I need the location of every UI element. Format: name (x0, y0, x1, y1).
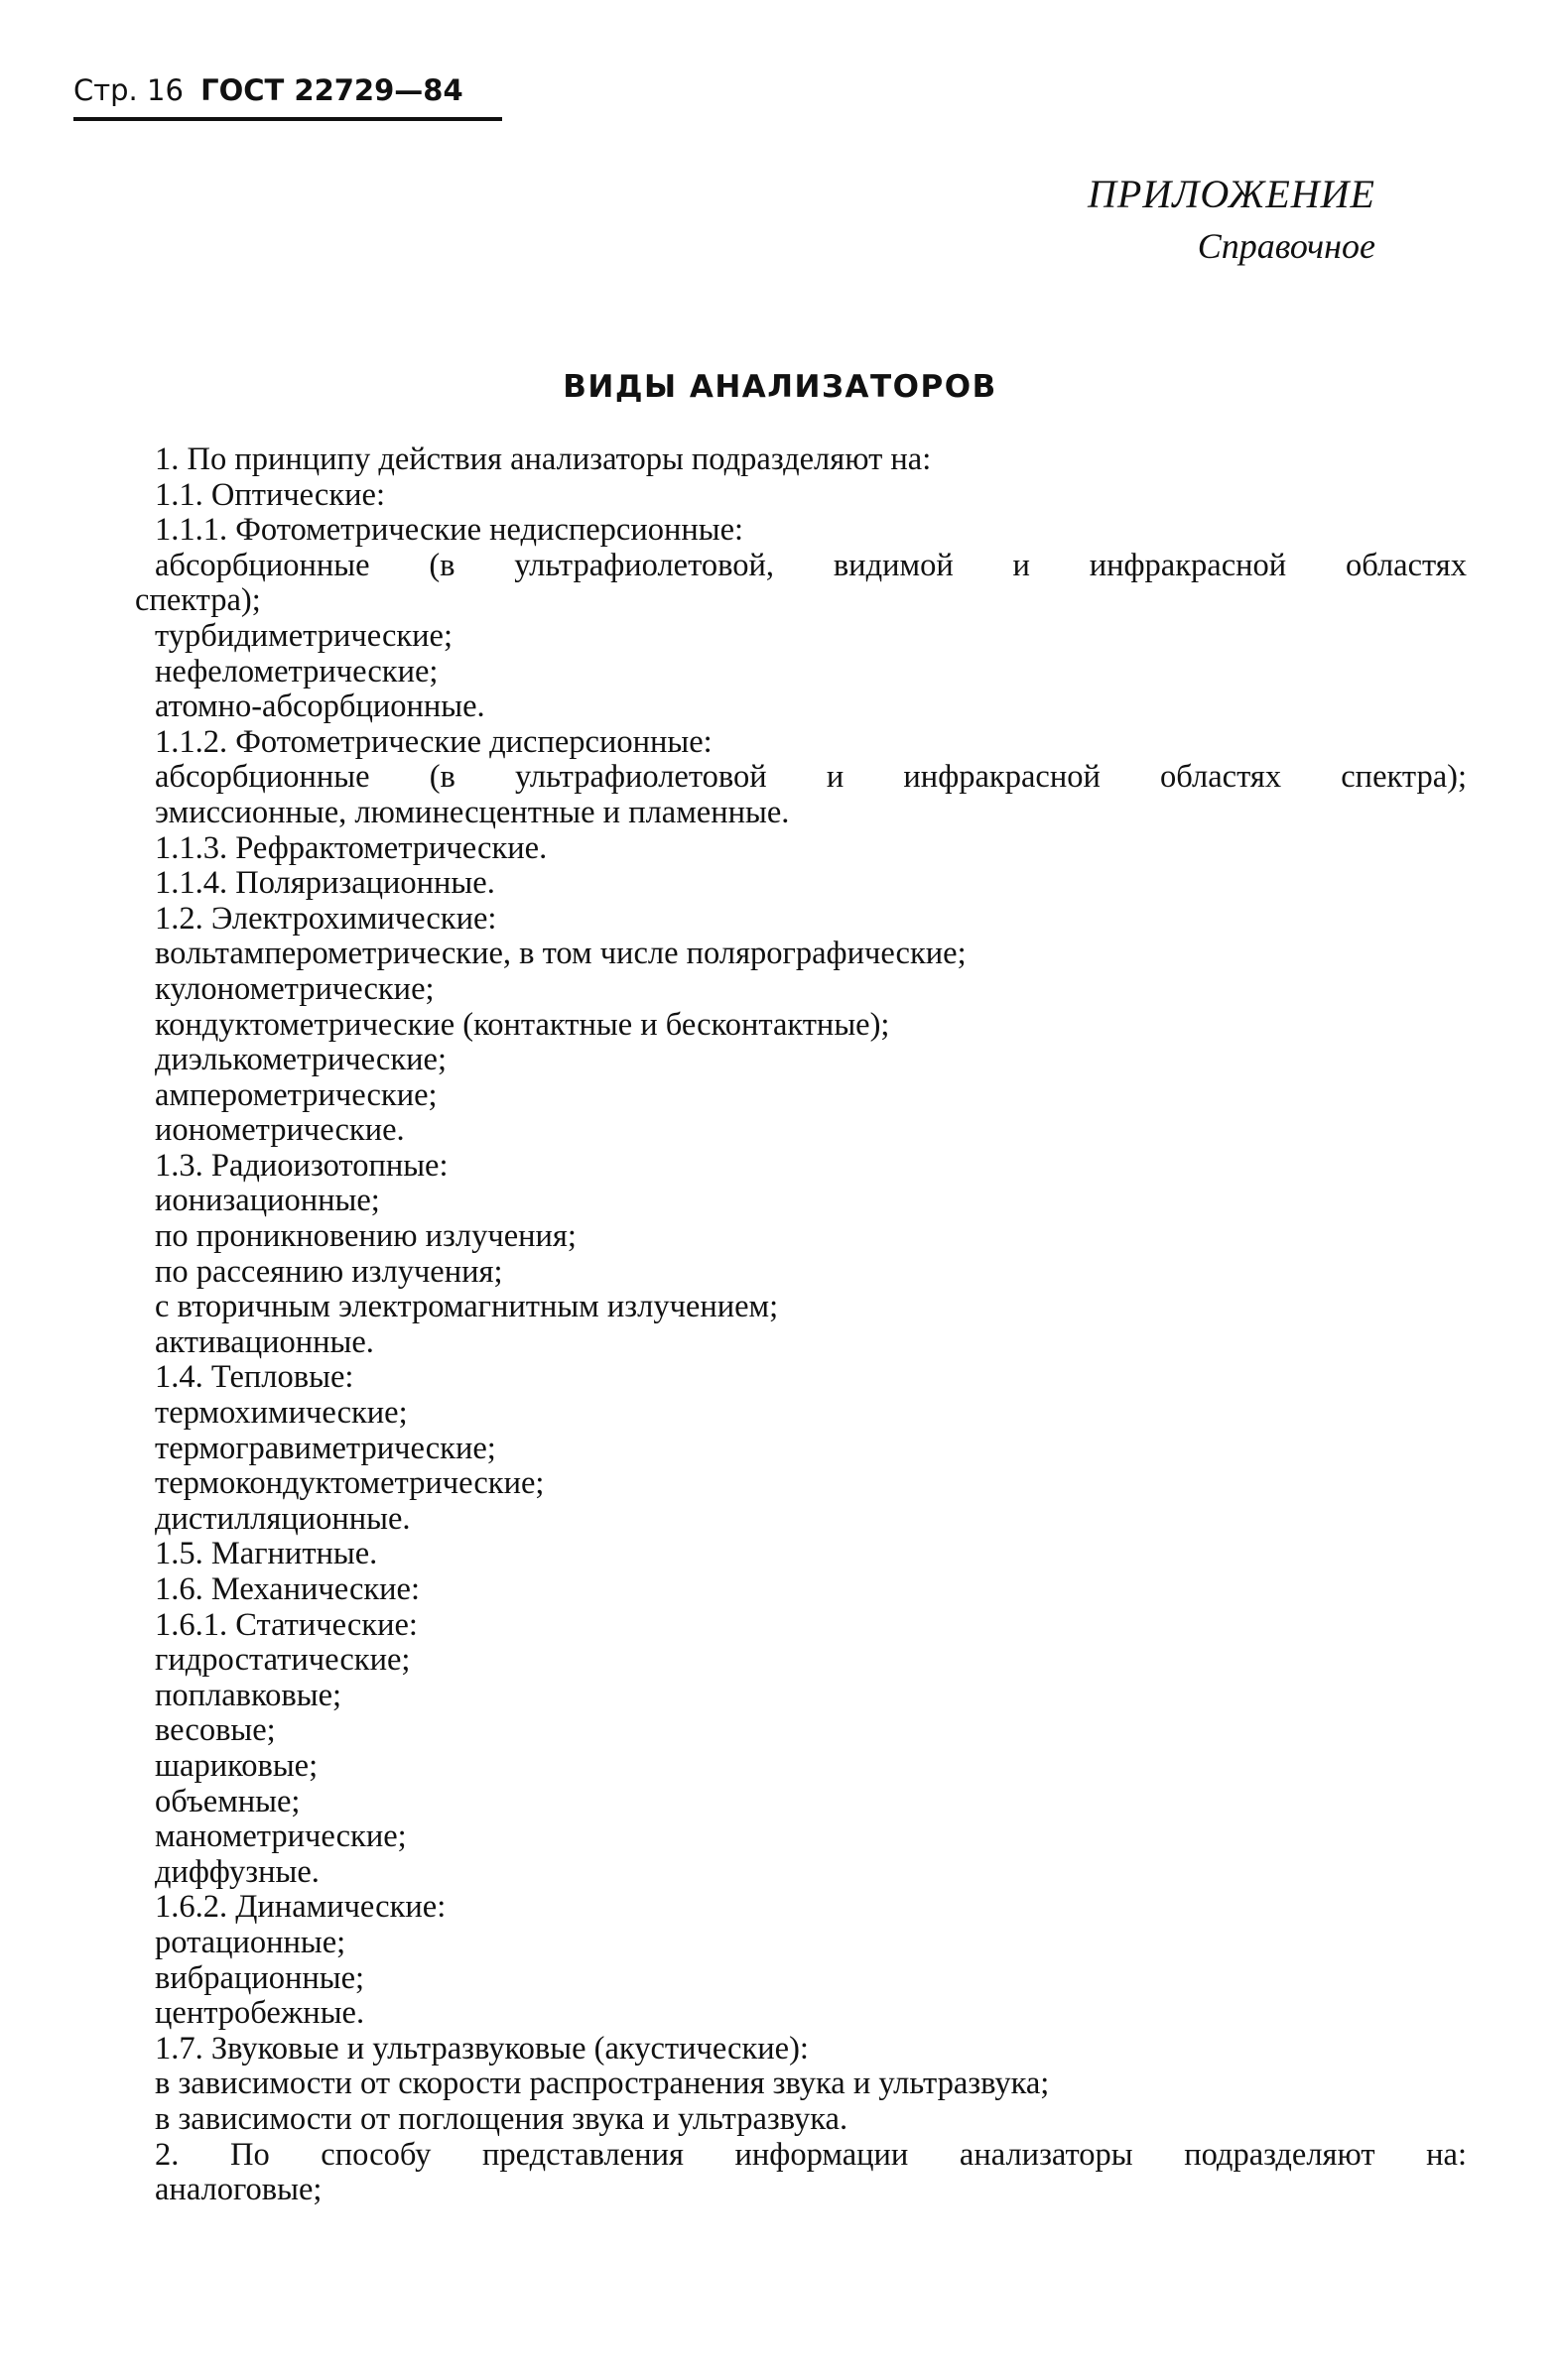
text-line: 1.2. Электрохимические: (155, 900, 497, 937)
text-line: термохимические; (155, 1395, 408, 1432)
text-line: в зависимости от скорости распространения звука и ультразвука; (155, 2066, 1050, 2102)
text-line: аналоговые; (155, 2172, 323, 2208)
text-line: манометрические; (155, 1818, 407, 1855)
text-line: с вторичным электромагнитным излучением; (155, 1289, 779, 1325)
text-line: 1.1. Оптические: (155, 476, 385, 513)
text-line: абсорбционные (в ультрафиолетовой, видимой и инфракрасной областях (155, 547, 1467, 583)
text-line: 1.3. Радиоизотопные: (155, 1147, 449, 1184)
text-line: вибрационные; (155, 1959, 365, 1996)
text-line: эмиссионные, люминесцентные и пламенные. (155, 794, 790, 830)
text-line: вольтамперометрические, в том числе полярографические; (155, 936, 967, 972)
text-line: шариковые; (155, 1747, 319, 1784)
text-line: поплавковые; (155, 1677, 342, 1713)
document-body (135, 442, 1467, 2208)
text-line: по рассеянию излучения; (155, 1253, 503, 1290)
text-line: весовые; (155, 1712, 276, 1749)
appendix-label (1088, 169, 1375, 272)
text-line: активационные. (155, 1323, 374, 1360)
text-line: 1.7. Звуковые и ультразвуковые (акустические): (155, 2030, 809, 2067)
text-line: турбидиметрические; (155, 617, 454, 654)
text-line: центробежные. (155, 1995, 365, 2032)
text-line: 1. По принципу действия анализаторы подразделяют на: (155, 441, 932, 477)
text-line: термокондуктометрические; (155, 1465, 545, 1502)
header-rule (73, 117, 502, 121)
text-line: 1.6.1. Статические: (155, 1606, 418, 1643)
text-line: 1.6.2. Динамические: (155, 1889, 447, 1926)
text-line: кондуктометрические (контактные и бесконтактные); (155, 1006, 890, 1043)
text-line: атомно-абсорбционные. (155, 689, 485, 725)
page-header (73, 73, 463, 107)
text-line: диффузные. (155, 1853, 320, 1890)
text-line: 1.6. Механические: (155, 1571, 421, 1607)
text-line: 1.1.2. Фотометрические дисперсионные: (155, 723, 713, 760)
standard-number: ГОСТ 22729—84 (200, 73, 463, 107)
text-line: в зависимости от поглощения звука и ультразвука. (155, 2100, 848, 2137)
page-number: Стр. 16 (73, 73, 184, 107)
text-line: 1.1.1. Фотометрические недисперсионные: (155, 512, 744, 549)
text-line: 1.1.3. Рефрактометрические. (155, 829, 548, 866)
text-line: 1.1.4. Поляризационные. (155, 865, 495, 902)
text-line: объемные; (155, 1783, 301, 1819)
text-line: диэлькометрические; (155, 1042, 447, 1078)
appendix-title: ПРИЛОЖЕНИЕ (1088, 172, 1375, 216)
text-line: 1.5. Магнитные. (155, 1536, 378, 1572)
text-line: по проникновению излучения; (155, 1218, 577, 1255)
text-line: кулонометрические; (155, 970, 435, 1007)
appendix-subtitle: Справочное (1197, 226, 1375, 266)
text-line: ротационные; (155, 1924, 346, 1960)
text-line: ионизационные; (155, 1183, 380, 1219)
text-line: гидростатические; (155, 1642, 411, 1679)
text-line: ионометрические. (155, 1112, 405, 1149)
text-line: нефелометрические; (155, 653, 439, 689)
text-line: 2. По способу представления информации анализаторы подразделяют на: (155, 2136, 1467, 2173)
document-title: ВИДЫ АНАЛИЗАТОРОВ (563, 369, 997, 405)
text-line: дистилляционные. (155, 1500, 411, 1537)
text-line: амперометрические; (155, 1076, 438, 1113)
text-line: спектра); (135, 582, 261, 619)
text-line: 1.4. Тепловые: (155, 1359, 354, 1396)
text-line: абсорбционные (в ультрафиолетовой и инфракрасной областях спектра); (155, 759, 1467, 796)
text-line: термогравиметрические; (155, 1430, 496, 1466)
